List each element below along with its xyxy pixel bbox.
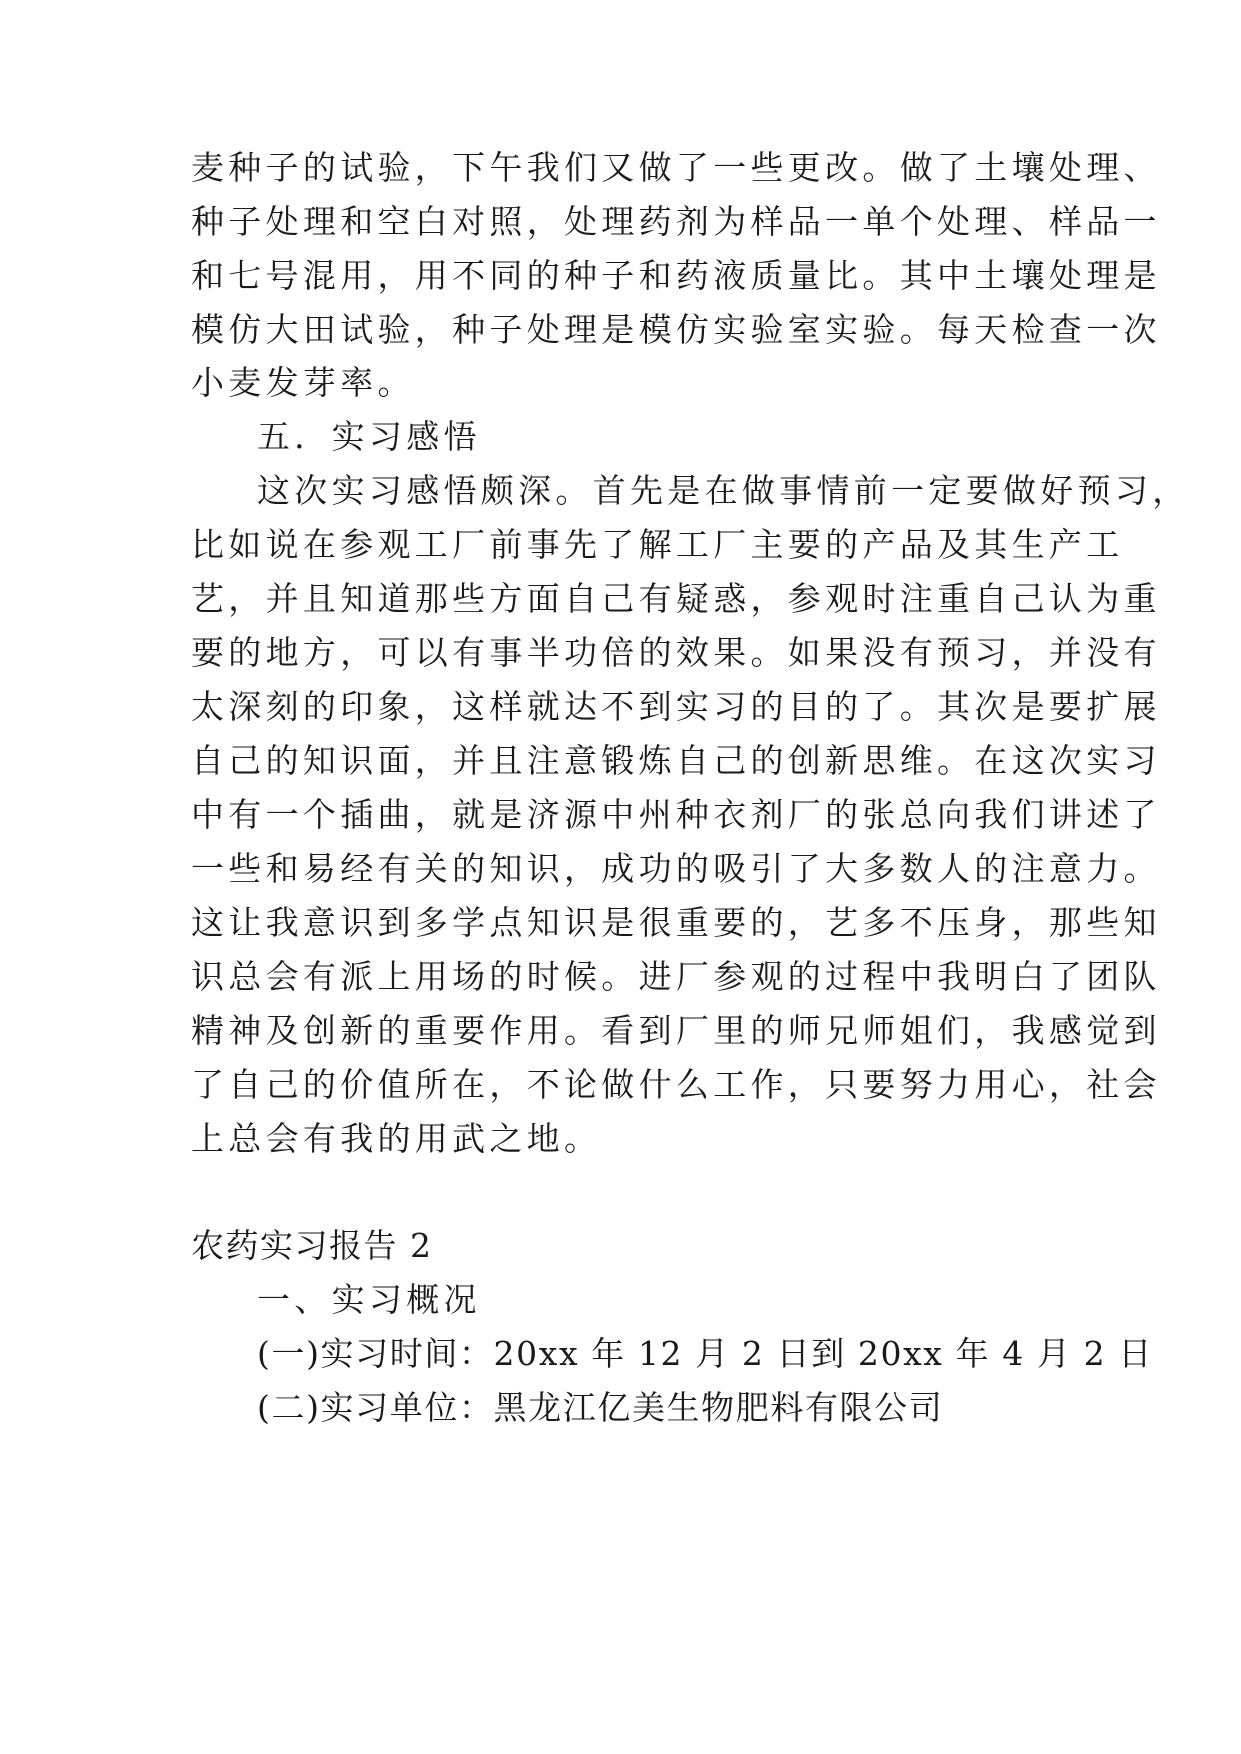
paragraph-line: 这次实习感悟颇深。首先是在做事情前一定要做好预习， (257, 471, 1190, 510)
paragraph-line: 和七号混用，用不同的种子和药液质量比。其中土壤处理是 (191, 256, 1161, 295)
section-heading-1: 一、实习概况 (257, 1280, 481, 1319)
paragraph-line: 上总会有我的用武之地。 (191, 1119, 602, 1158)
paragraph-line: 自己的知识面，并且注意锻炼自己的创新思维。在这次实习 (191, 741, 1161, 780)
paragraph-line: 艺，并且知道那些方面自己有疑惑，参观时注重自己认为重 (191, 579, 1161, 618)
paragraph-line: 这让我意识到多学点知识是很重要的，艺多不压身，那些知 (191, 903, 1161, 942)
paragraph-line: 模仿大田试验，种子处理是模仿实验室实验。每天检查一次 (191, 310, 1161, 349)
paragraph-line: 太深刻的印象，这样就达不到实习的目的了。其次是要扩展 (191, 687, 1161, 726)
paragraph-line: 一些和易经有关的知识，成功的吸引了大多数人的注意力。 (191, 849, 1161, 888)
internship-unit: (二)实习单位：黑龙江亿美生物肥料有限公司 (257, 1388, 944, 1427)
section-heading-5: 五．实习感悟 (257, 417, 481, 456)
paragraph-line: 麦种子的试验，下午我们又做了一些更改。做了土壤处理、 (191, 148, 1161, 187)
paragraph-line: 精神及创新的重要作用。看到厂里的师兄师姐们，我感觉到 (191, 1011, 1161, 1050)
paragraph-line: 要的地方，可以有事半功倍的效果。如果没有预习，并没有 (191, 633, 1161, 672)
paragraph-line: 了自己的价值所在，不论做什么工作，只要努力用心，社会 (191, 1065, 1161, 1104)
paragraph-line: 小麦发芽率。 (191, 363, 415, 402)
paragraph-line: 比如说在参观工厂前事先了解工厂主要的产品及其生产工 (191, 525, 1124, 564)
paragraph-line: 种子处理和空白对照，处理药剂为样品一单个处理、样品一 (191, 202, 1161, 241)
report-title: 农药实习报告 2 (191, 1226, 433, 1265)
paragraph-line: 识总会有派上用场的时候。进厂参观的过程中我明白了团队 (191, 957, 1161, 996)
internship-time: (一)实习时间：20xx 年 12 月 2 日到 20xx 年 4 月 2 日 (257, 1334, 1153, 1373)
paragraph-line: 中有一个插曲，就是济源中州种衣剂厂的张总向我们讲述了 (191, 795, 1161, 834)
